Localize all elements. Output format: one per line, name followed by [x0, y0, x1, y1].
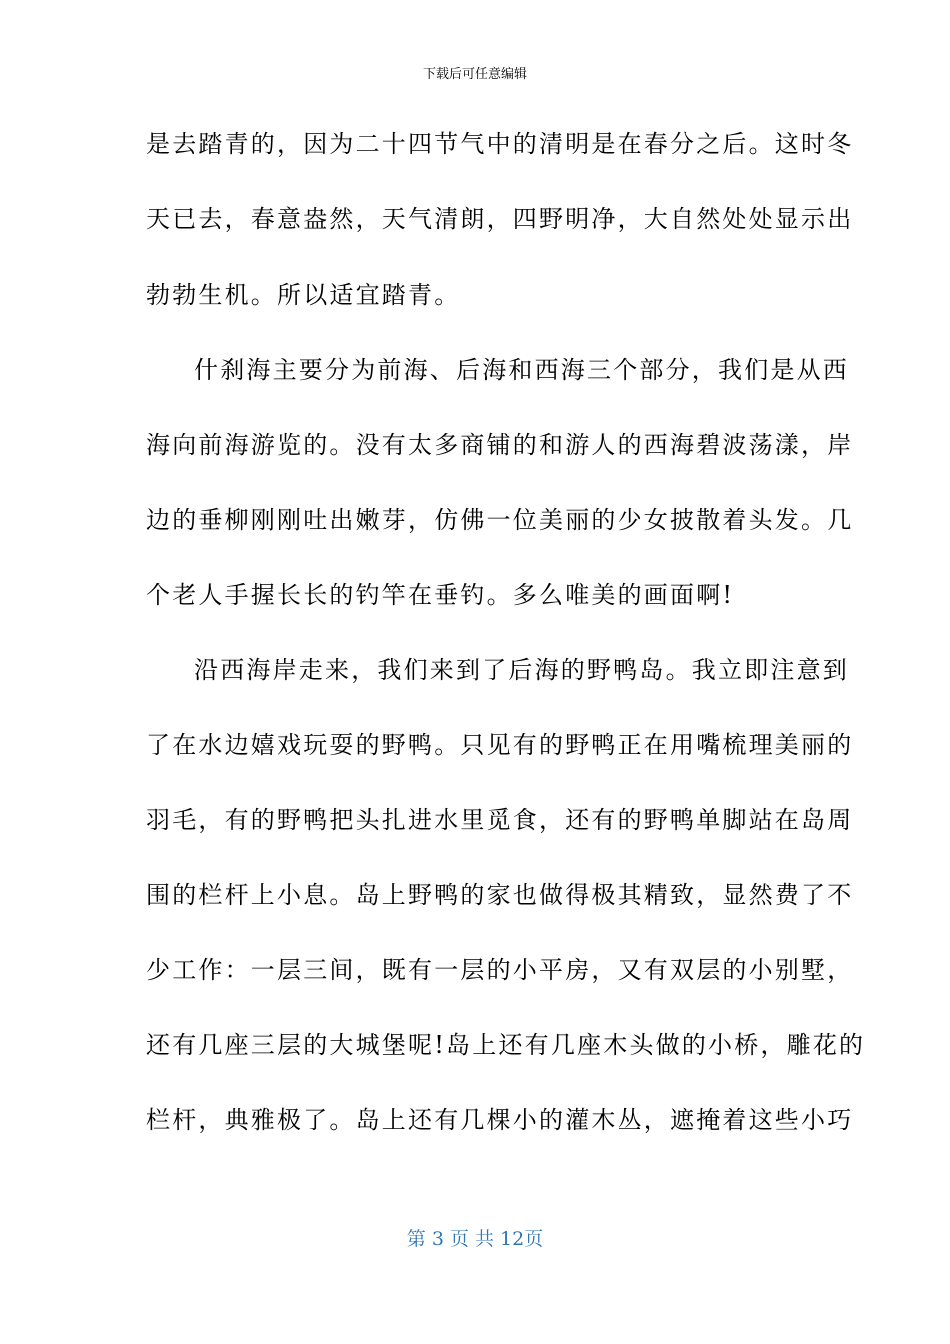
paragraph-3-first-line: 沿西海岸走来，我们来到了后海的野鸭岛。我立即注意到 [194, 656, 849, 684]
paragraph-2-first-line: 什刹海主要分为前海、后海和西海三个部分，我们是从西 [194, 356, 849, 384]
page-number-footer [0, 1226, 950, 1252]
total-page-count: 12 [500, 1228, 525, 1250]
page-header-note: 下载后可任意编辑 [422, 67, 527, 82]
text-line-12: 少工作：一层三间，既有一层的小平房，又有双层的小别墅， [146, 956, 854, 984]
current-page-number: 3 [431, 1228, 444, 1250]
text-line-11: 围的栏杆上小息。岛上野鸭的家也做得极其精致，显然费了不 [146, 881, 854, 909]
text-line-1: 是去踏青的，因为二十四节气中的清明是在春分之后。这时冬 [146, 130, 854, 158]
text-line-3: 勃勃生机。所以适宜踏青。 [146, 281, 461, 309]
text-line-10: 羽毛，有的野鸭把头扎进水里觅食，还有的野鸭单脚站在岛周 [146, 806, 854, 834]
text-line-14: 栏杆，典雅极了。岛上还有几棵小的灌木丛，遮掩着这些小巧 [146, 1106, 854, 1134]
footer-middle: 页 共 [449, 1228, 494, 1250]
text-line-6: 边的垂柳刚刚吐出嫩芽，仿佛一位美丽的少女披散着头发。几 [146, 506, 854, 534]
footer-suffix: 页 [524, 1228, 544, 1250]
text-line-9: 了在水边嬉戏玩耍的野鸭。只见有的野鸭正在用嘴梳理美丽的 [146, 731, 854, 759]
text-line-2: 天已去，春意盎然，天气清朗，四野明净，大自然处处显示出 [146, 205, 854, 233]
text-line-7: 个老人手握长长的钓竿在垂钓。多么唯美的画面啊! [146, 581, 735, 609]
text-line-13: 还有几座三层的大城堡呢!岛上还有几座木头做的小桥，雕花的 [146, 1031, 866, 1059]
footer-prefix: 第 [406, 1228, 426, 1250]
text-line-5: 海向前海游览的。没有太多商铺的和游人的西海碧波荡漾，岸 [146, 431, 854, 459]
